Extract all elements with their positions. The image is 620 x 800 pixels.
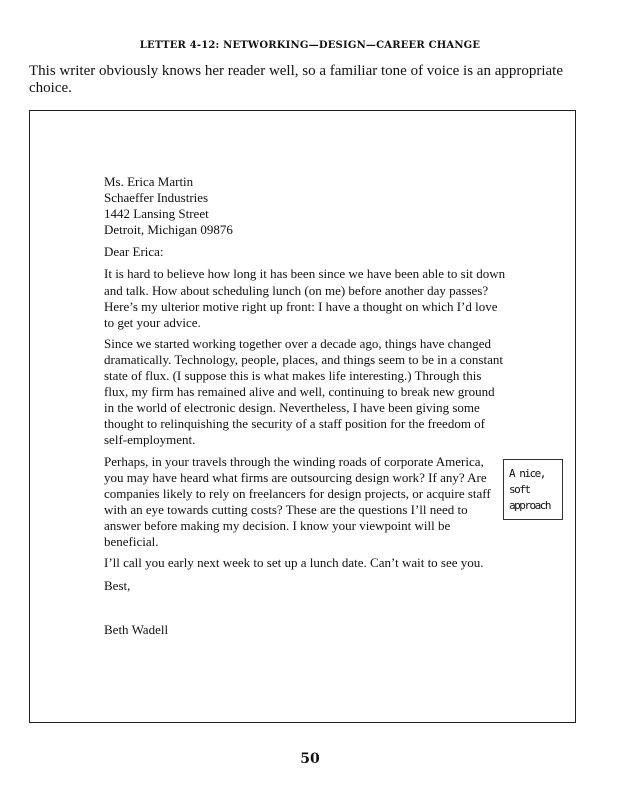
margin-note: [503, 459, 563, 520]
page-number: 50: [300, 751, 320, 767]
margin-note-line: A nice,: [509, 467, 545, 480]
recipient-city: Detroit, Michigan 09876: [104, 222, 233, 238]
recipient-address: [104, 174, 506, 238]
margin-note-line: soft: [509, 483, 530, 496]
recipient-company: Schaeffer Industries: [104, 190, 209, 206]
recipient-name: Ms. Erica Martin: [104, 174, 194, 189]
signature: Beth Wadell: [104, 622, 169, 638]
letter-body: [104, 174, 506, 638]
letter-paragraph: Perhaps, in your travels through the winding roads of corporate America, you may have heard what firms are outsourcing design work? If any? Are companies likely to rely on freelancers for design projects, or acquire staff with an eye towards cutting costs? These are the questions I’ll need to answer before making my decision. I know your viewpoint will be beneficial.: [104, 453, 491, 549]
closing: Best,: [104, 578, 131, 594]
margin-note-line: approach: [509, 499, 550, 512]
page-header: LETTER 4-12: NETWORKING—DESIGN—CAREER CHANGE: [139, 40, 481, 51]
letter-paragraph: It is hard to believe how long it has been since we have been able to sit down and talk. How about scheduling lunch (on me) before another day passes? Here’s my ulterior motive right up front: I have a thought on which I’d love to get your advice.: [104, 266, 506, 330]
salutation: Dear Erica:: [104, 244, 164, 260]
letter-paragraph: I’ll call you early next week to set up a lunch date. Can’t wait to see you.: [104, 555, 484, 571]
letter-paragraph: Since we started working together over a decade ago, things have changed dramatically. Technology, people, places, and things seem to be in a constant state of flux. (I suppose this is what makes life interesting.) Through this flux, my firm has remained alive and well, continuing to break new ground in the world of electronic design. Nevertheless, I have been giving some thought to relinquishing the security of a staff position for the freedom of self-employment.: [104, 335, 503, 448]
recipient-street: 1442 Lansing Street: [104, 206, 209, 222]
intro-text: This writer obviously knows her reader well, so a familiar tone of voice is an appropriate choice.: [29, 63, 564, 96]
